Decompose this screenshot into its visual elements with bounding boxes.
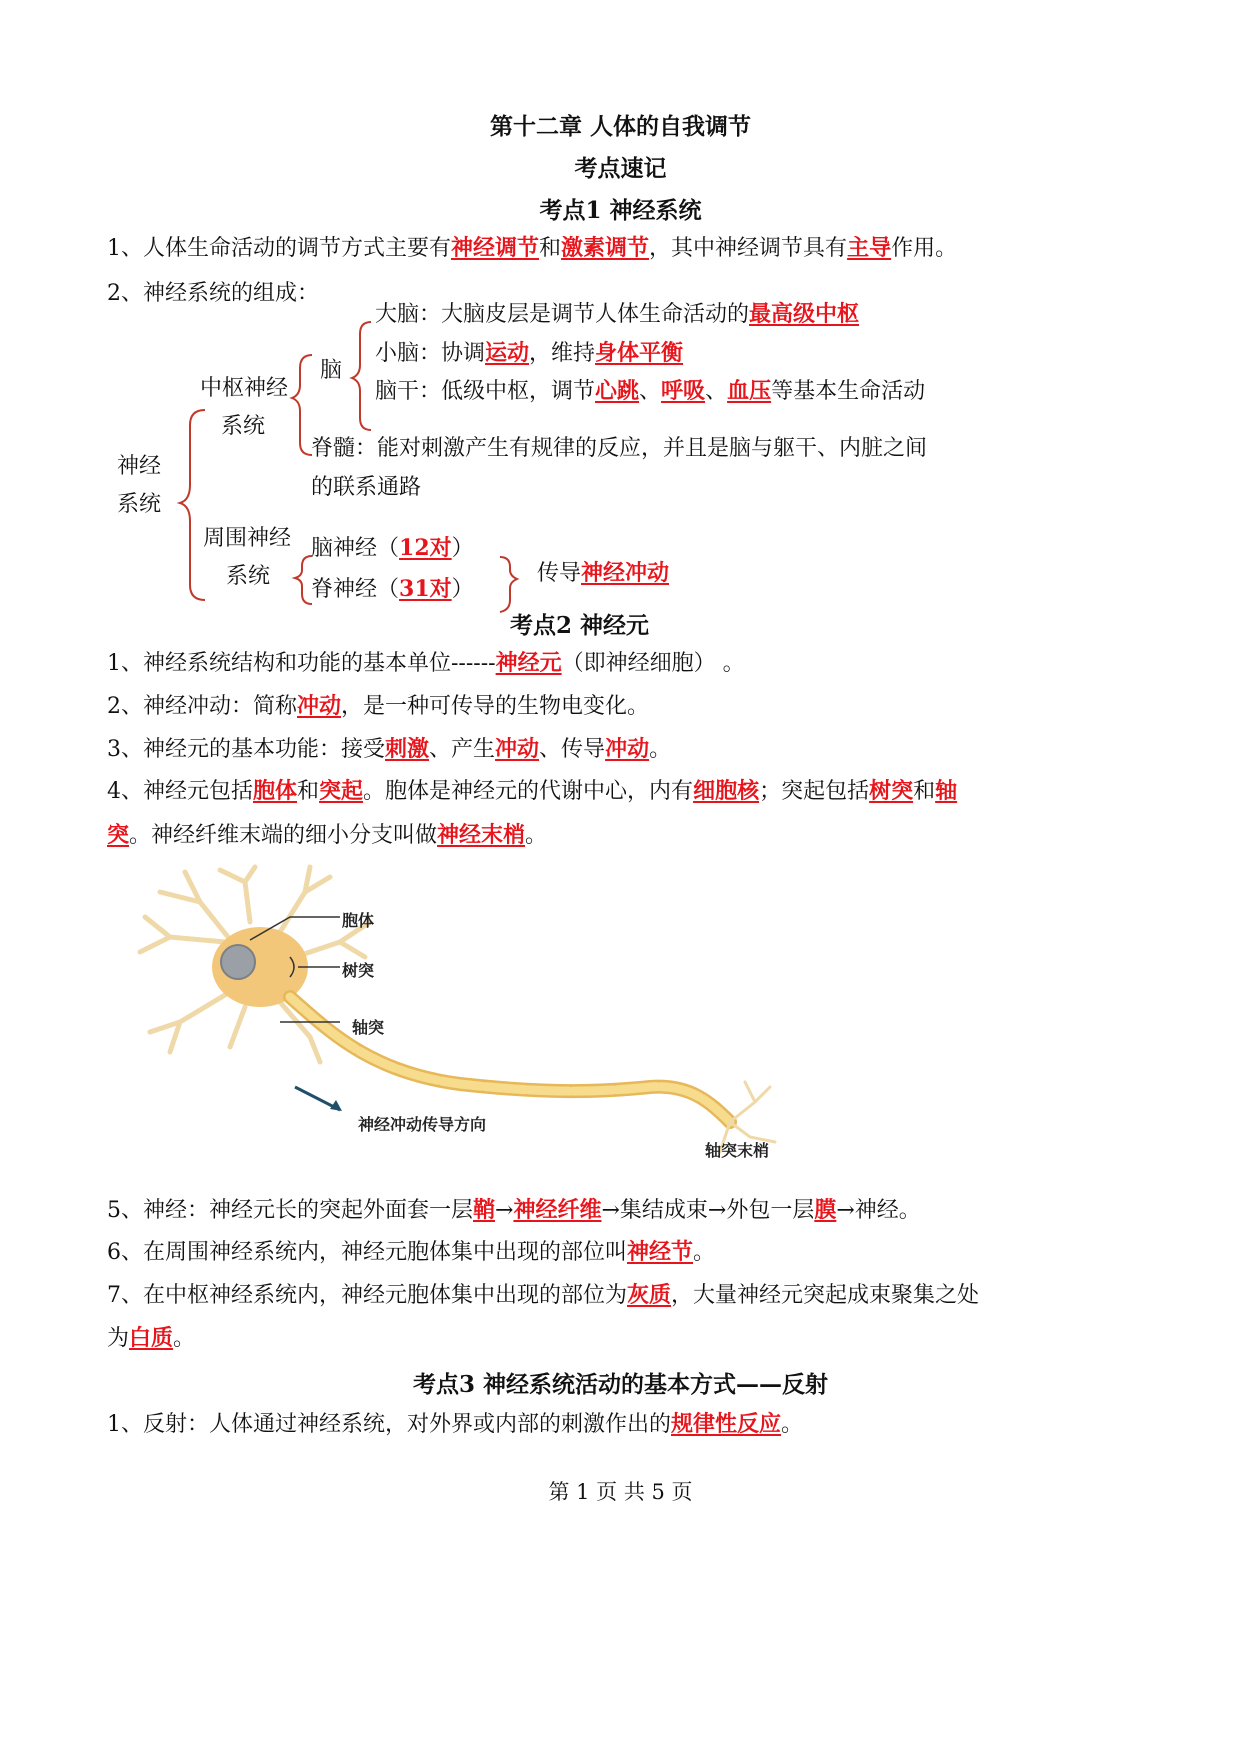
neuron-figure [130,862,790,1182]
tree-central-line1: 中枢神经 [200,376,289,401]
tree-braces [0,0,1241,700]
s2-item5: 5、神经：神经元长的突起外面套一层鞘→神经纤维→集结成束→外包一层膜→神经。 [107,1197,921,1223]
tree-peripheral-line2: 系统 [226,564,271,589]
s2-item7-line2: 为白质。 [107,1325,196,1351]
tree-cranial-nerve: 脑神经（12对） [311,535,474,561]
s2-item3: 3、神经元的基本功能：接受刺激、产生冲动、传导冲动。 [107,736,672,762]
s1-item2: 2、神经系统的组成： [107,281,319,306]
section1-heading: 考点1 神经系统 [539,197,702,224]
s1-item1: 1、人体生命活动的调节方式主要有神经调节和激素调节，其中神经调节具有主导作用。 [107,235,958,261]
chapter-title: 第十二章 人体的自我调节 [489,113,751,140]
page-footer: 第 1 页 共 5 页 [548,1480,693,1504]
tree-brainstem: 脑干：低级中枢，调节心跳、呼吸、血压等基本生命活动 [375,378,926,404]
tree-brain: 脑 [320,358,343,383]
s2-item4-line1: 4、神经元包括胞体和突起。胞体是神经元的代谢中心，内有细胞核；突起包括树突和轴 [107,778,958,804]
tree-peripheral-line1: 周围神经 [203,526,292,551]
section3-heading: 考点3 神经系统活动的基本方式——反射 [412,1371,828,1398]
tree-spinal-line2: 的联系通路 [311,475,422,500]
s2-item4-line2: 突。神经纤维末端的细小分支叫做神经末梢。 [107,822,548,848]
tree-conduct: 传导神经冲动 [537,560,670,586]
tree-spinal-nerve: 脊神经（31对） [311,576,474,602]
s2-item7-line1: 7、在中枢神经系统内，神经元胞体集中出现的部位为灰质，大量神经元突起成束聚集之处 [107,1282,980,1308]
s2-item6: 6、在周围神经系统内，神经元胞体集中出现的部位叫神经节。 [107,1239,716,1265]
label-dendrite: 树突 [342,961,375,980]
tree-spinal-line1: 脊髓：能对刺激产生有规律的反应，并且是脑与躯干、内脏之间 [311,436,928,461]
s2-item1: 1、神经系统结构和功能的基本单位------神经元（即神经细胞） 。 [107,650,745,676]
label-cell-body: 胞体 [342,911,375,930]
label-axon-terminal: 轴突末梢 [705,1141,770,1160]
tree-cerebellum: 小脑：协调运动，维持身体平衡 [375,340,684,366]
label-impulse-direction: 神经冲动传导方向 [358,1115,487,1134]
tree-cerebrum: 大脑：大脑皮层是调节人体生命活动的最高级中枢 [375,301,860,327]
tree-central-line2: 系统 [221,414,266,439]
tree-root-line1: 神经 [117,454,162,479]
section2-heading: 考点2 神经元 [510,612,650,639]
label-axon: 轴突 [352,1018,385,1037]
subtitle: 考点速记 [574,155,667,182]
s2-item2: 2、神经冲动：简称冲动，是一种可传导的生物电变化。 [107,693,650,719]
tree-root-line2: 系统 [117,492,162,517]
s3-item1: 1、反射：人体通过神经系统，对外界或内部的刺激作出的规律性反应。 [107,1411,804,1437]
